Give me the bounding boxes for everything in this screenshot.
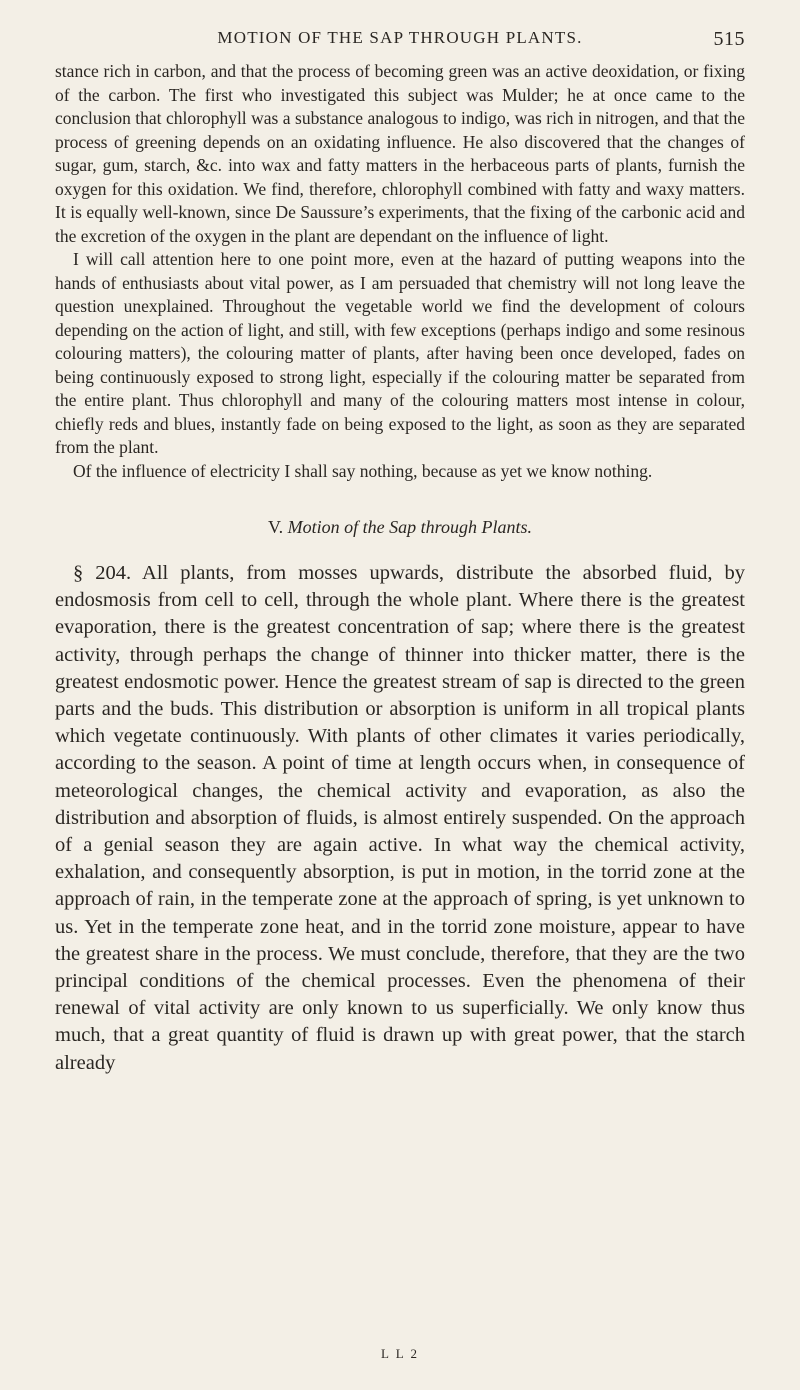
section-heading [55,517,745,538]
paragraph-continuation: stance rich in carbon, and that the process of becoming green was an active deoxidation, or fixing of the carbon. The first who investigated this subject was Mulder; he at once came to the conclusion that chlorophyll was a substance analogous to indigo, was rich in nitrogen, and that the process of greening depends on an oxidating influence. He also discovered that the changes of sugar, gum, starch, &c. into wax and fatty matters in the herbaceous parts of plants, furnish the oxygen for this oxidation. We find, therefore, chlorophyll combined with fatty and waxy matters. It is equally well-known, since De Saussure’s experiments, that the fixing of the carbonic acid and the excretion of the oxygen in the plant are dependant on the influence of light. [55,61,745,246]
page-body [55,60,745,1077]
page-number: 515 [713,28,745,50]
signature-mark: L L 2 [381,1346,419,1361]
section-title: Motion of the Sap through Plants. [287,517,532,537]
running-title: MOTION OF THE SAP THROUGH PLANTS. [217,28,583,47]
paragraph-electricity: Of the influence of electricity I shall say nothing, because as yet we know nothing. [73,460,653,481]
book-page [55,0,745,1390]
paragraph-colours: I will call attention here to one point more, even at the hazard of putting weapons into the hands of enthusiasts about vital power, as I am persuaded that chemistry will not long leave the question unexplained. Throughout the vegetable world we find the development of colours depending on the action of light, and still, with few exceptions (perhaps indigo and some resinous colouring matters), the colouring matter of plants, after having been once developed, fades on being continuously exposed to strong light, especially if the colouring matter be separated from the entire plant. Thus chlorophyll and many of the colouring matters most intense in colour, chiefly reds and blues, instantly fade on being exposed to the light, as soon as they are separated from the plant. [55,249,745,457]
section-paragraph: § 204. All plants, from mosses upwards, distribute the absorbed fluid, by endosmosis from cell to cell, through the whole plant. Where there is the greatest evaporation, there is the greatest concentration of sap; where there is the greatest activity, through perhaps the change of thinner into thicker matter, there is the greatest endosmotic power. Hence the greatest stream of sap is directed to the green parts and the buds. This distribution or absorption is uniform in all tropical plants which vegetate continuously. With plants of other climates it varies periodically, according to the season. A point of time at length occurs when, in consequence of meteorological changes, the chemical activity and evaporation, as also the distribution and absorption of fluids, is almost entirely suspended. On the approach of a genial season they are again active. In what way the chemical activity, exhalation, and consequently absorption, is put in motion, in the torrid zone at the approach of rain, in the temperate zone at the approach of spring, is yet unknown to us. Yet in the temperate zone heat, and in the torrid zone moisture, appear to have the greatest share in the process. We must conclude, therefore, that they are the two principal conditions of the chemical processes. Even the phenomena of their renewal of vital activity are only known to us superficially. We only know thus much, that a great quantity of fluid is drawn up with great power, that the starch already [55,562,745,1074]
section-numeral: V. [267,517,284,537]
running-header [55,28,745,52]
